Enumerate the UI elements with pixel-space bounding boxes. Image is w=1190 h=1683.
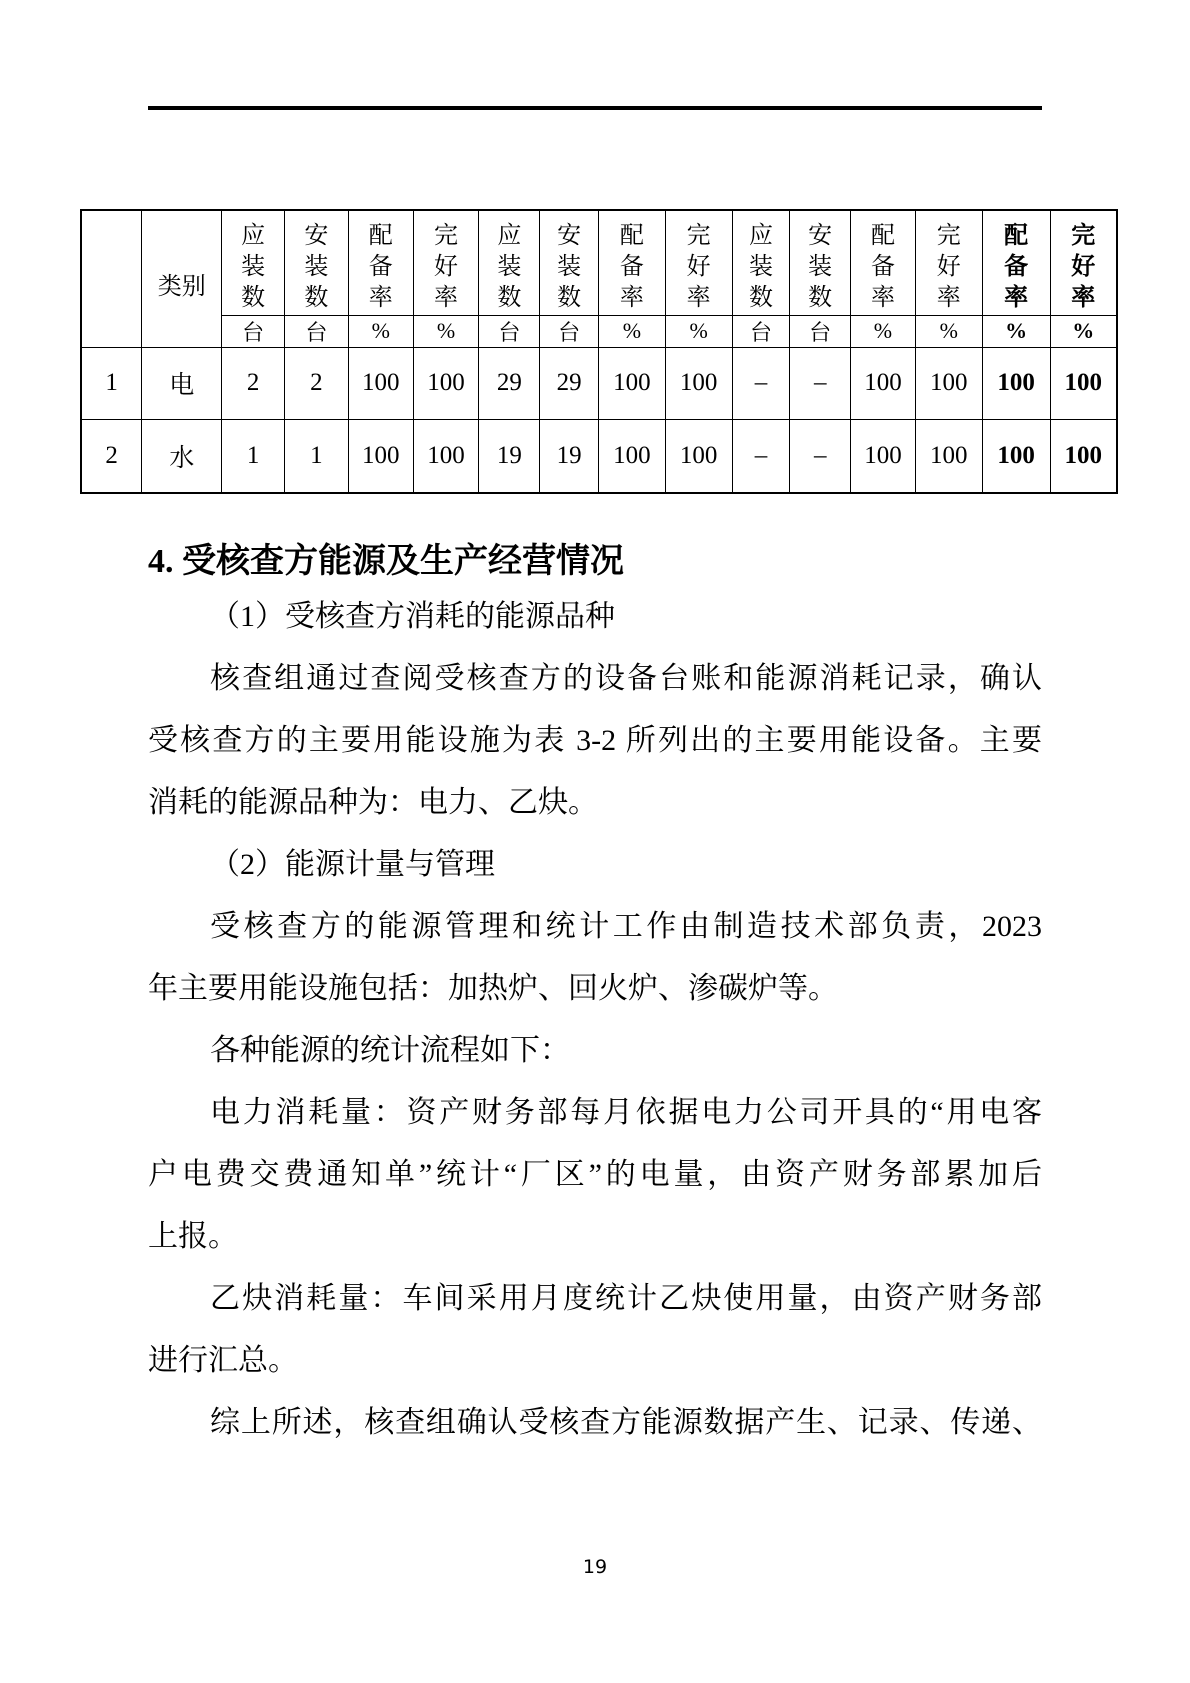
paragraph-line: 核查组通过查阅受核查方的设备台账和能源消耗记录，确认 [210, 662, 1042, 695]
table-header-cell [285, 210, 349, 315]
table-units-row [81, 315, 1117, 347]
paragraph-line: （2）能源计量与管理 [210, 848, 495, 881]
value-cell: 29 [479, 347, 540, 419]
paragraph-line: 综上所述，核查组确认受核查方能源数据产生、记录、传递、 [210, 1406, 1042, 1439]
table-header-cell [413, 210, 479, 315]
table-header-cell [479, 210, 540, 315]
paragraph-line: 电力消耗量：资产财务部每月依据电力公司开具的“用电客 [210, 1096, 1042, 1129]
unit-cell: % [665, 315, 732, 347]
value-cell: 100 [413, 419, 479, 493]
unit-cell-bold: % [1050, 315, 1117, 347]
value-cell: 100 [413, 347, 479, 419]
value-cell: – [790, 419, 851, 493]
table-header-cell [851, 210, 916, 315]
unit-cell: % [348, 315, 413, 347]
value-cell: – [732, 347, 790, 419]
header-label: 配备率 [368, 223, 393, 312]
table-corner-cell [81, 210, 142, 347]
value-cell: 100 [665, 347, 732, 419]
table-header-category: 类别 [142, 210, 222, 347]
header-label: 安装数 [557, 223, 582, 312]
value-cell-bold: 100 [1050, 419, 1117, 493]
paragraph-line: 进行汇总。 [148, 1344, 298, 1377]
table-header-cell-bold [982, 210, 1050, 315]
paragraph-line: 乙炔消耗量：车间采用月度统计乙炔使用量，由资产财务部 [210, 1282, 1042, 1315]
value-cell: 100 [915, 347, 982, 419]
value-cell: 19 [540, 419, 599, 493]
header-rule-divider [148, 106, 1042, 110]
header-label: 配备率 [1004, 223, 1029, 312]
unit-cell: % [598, 315, 665, 347]
unit-cell: 台 [479, 315, 540, 347]
row-index-cell: 2 [81, 419, 142, 493]
table-header-cell [790, 210, 851, 315]
table-header-cell-bold [1050, 210, 1117, 315]
value-cell: 1 [285, 419, 349, 493]
header-label: 完好率 [686, 223, 711, 312]
value-cell: 100 [598, 347, 665, 419]
value-cell: 100 [348, 347, 413, 419]
value-cell: 19 [479, 419, 540, 493]
unit-cell: 台 [285, 315, 349, 347]
paragraph-line: 各种能源的统计流程如下： [210, 1034, 570, 1067]
table-header-cell [540, 210, 599, 315]
unit-cell: % [413, 315, 479, 347]
paragraph-line: 消耗的能源品种为：电力、乙炔。 [148, 786, 598, 819]
value-cell: 100 [851, 419, 916, 493]
paragraph-line: 受核查方的能源管理和统计工作由制造技术部负责，2023 [210, 910, 1042, 943]
table-row [81, 347, 1117, 419]
value-cell: – [790, 347, 851, 419]
table-header-cell [598, 210, 665, 315]
unit-cell: 台 [732, 315, 790, 347]
value-cell: 2 [222, 347, 285, 419]
header-label: 应装数 [241, 223, 266, 312]
table-header-cell [348, 210, 413, 315]
value-cell: 2 [285, 347, 349, 419]
unit-cell: 台 [540, 315, 599, 347]
paragraph-line: 上报。 [148, 1220, 238, 1253]
value-cell: 1 [222, 419, 285, 493]
value-cell: 100 [851, 347, 916, 419]
header-label: 应装数 [748, 223, 773, 312]
header-label: 完好率 [936, 223, 961, 312]
paragraph-line: 年主要用能设施包括：加热炉、回火炉、渗碳炉等。 [148, 972, 838, 1005]
header-label: 配备率 [870, 223, 895, 312]
page-number: 19 [582, 1556, 608, 1578]
section-heading: 4. 受核查方能源及生产经营情况 [148, 543, 624, 580]
paragraph-line: 户电费交费通知单”统计“厂区”的电量，由资产财务部累加后 [148, 1158, 1042, 1191]
category-cell: 电 [142, 347, 222, 419]
paragraph-line: 受核查方的主要用能设施为表 3-2 所列出的主要用能设备。主要 [148, 724, 1042, 757]
header-label: 应装数 [497, 223, 522, 312]
unit-cell: % [851, 315, 916, 347]
table-header-cell [915, 210, 982, 315]
value-cell: 100 [915, 419, 982, 493]
row-index-cell: 1 [81, 347, 142, 419]
value-cell-bold: 100 [982, 347, 1050, 419]
value-cell-bold: 100 [1050, 347, 1117, 419]
header-label: 配备率 [619, 223, 644, 312]
table-header-cell [222, 210, 285, 315]
category-cell: 水 [142, 419, 222, 493]
table-row [81, 419, 1117, 493]
table-header-cell [732, 210, 790, 315]
meter-equipment-table [80, 209, 1118, 494]
unit-cell: 台 [790, 315, 851, 347]
unit-cell: % [915, 315, 982, 347]
table-header-row [81, 210, 1117, 315]
header-label: 安装数 [304, 223, 329, 312]
value-cell: 100 [598, 419, 665, 493]
table-header-cell [665, 210, 732, 315]
unit-cell-bold: % [982, 315, 1050, 347]
value-cell: 100 [665, 419, 732, 493]
paragraph-line: （1）受核查方消耗的能源品种 [210, 600, 615, 633]
value-cell-bold: 100 [982, 419, 1050, 493]
header-label: 安装数 [808, 223, 833, 312]
value-cell: – [732, 419, 790, 493]
value-cell: 29 [540, 347, 599, 419]
header-label: 完好率 [434, 223, 459, 312]
unit-cell: 台 [222, 315, 285, 347]
header-label: 完好率 [1071, 223, 1096, 312]
body-text-block [148, 586, 1042, 1454]
value-cell: 100 [348, 419, 413, 493]
